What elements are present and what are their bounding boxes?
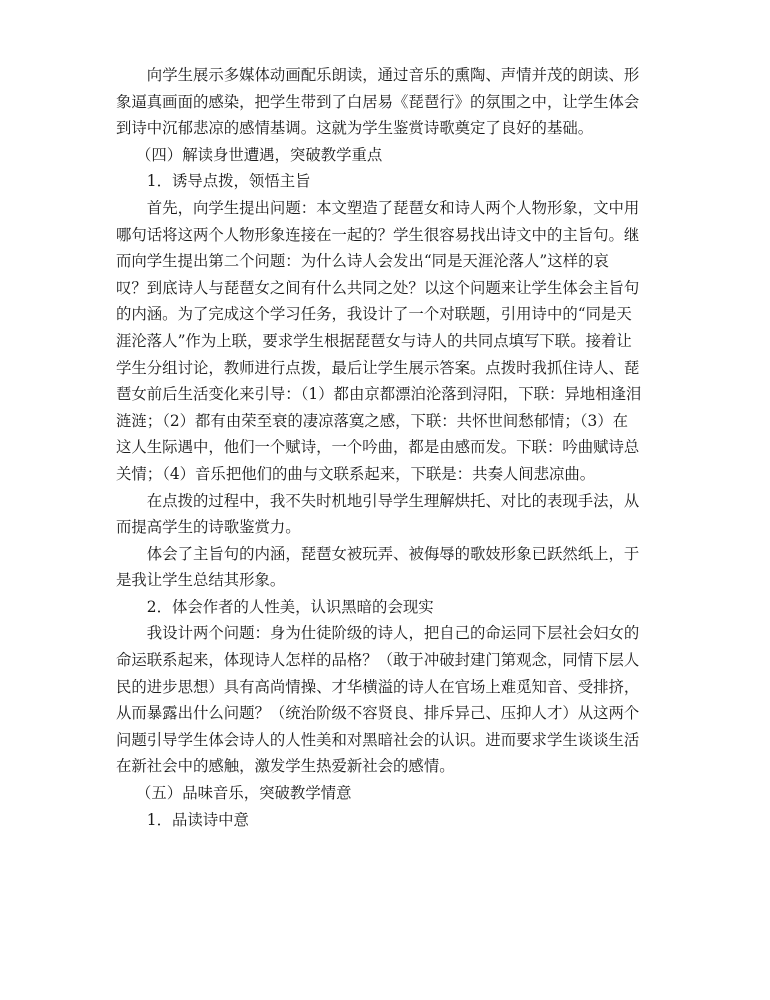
subsection-heading: 1．品读诗中意 (146, 810, 249, 829)
text-line: 到诗中沉郁悲凉的感情基调。这就为学生鉴赏诗歌奠定了良好的基础。 (116, 119, 594, 138)
text-line: 体会了主旨句的内涵，琵琶女被玩弄、被侮辱的歌妓形象已跃然纸上，于 (146, 544, 640, 563)
paragraph (116, 62, 656, 142)
text-line: 在新社会中的感触，激发学生热爱新社会的感情。 (116, 757, 455, 776)
paragraph (116, 195, 656, 488)
text-line: 是我让学生总结其形象。 (116, 571, 286, 590)
text-line: 向学生展示多媒体动画配乐朗读，通过音乐的熏陶、声情并茂的朗读、形 (146, 66, 640, 84)
text-line: 叹？到底诗人与琵琶女之间有什么共同之处？以这个问题来让学生体会主旨句 (116, 278, 640, 297)
text-line: 关情；（4）音乐把他们的曲与文联系起来，下联是：共奏人间悲凉曲。 (116, 464, 596, 483)
subsection-heading: 1．诱导点拨，领悟主旨 (146, 172, 311, 191)
text-line: 在点拨的过程中，我不失时机地引导学生理解烘托、对比的表现手法，从 (146, 491, 640, 510)
text-line: 涟涟；（2）都有由荣至衰的凄凉落寞之感，下联：共怀世间愁郁情；（3）在 (116, 411, 629, 430)
text-line: 哪句话将这两个人物形象连接在一起的？学生很容易找出诗文中的主旨句。继 (116, 225, 640, 244)
text-line: 而向学生提出第二个问题：为什么诗人会发出“同是天涯沦落人”这样的哀 (116, 252, 609, 271)
section-heading: （四）解读身世遭遇，突破教学重点 (136, 145, 383, 164)
text-line: 我设计两个问题：身为仕徒阶级的诗人，把自己的命运同下层社会妇女的 (146, 624, 640, 643)
text-line: 民的进步思想）具有高尚情操、才华横溢的诗人在官场上难觅知音、受排挤， (116, 677, 640, 696)
paragraph (116, 488, 656, 541)
text-line: 学生分组讨论，教师进行点拨，最后让学生展示答案。点拨时我抓住诗人、琵 (116, 358, 640, 377)
text-line: 而提高学生的诗歌鉴赏力。 (116, 518, 301, 537)
text-line: 的内涵。为了完成这个学习任务，我设计了一个对联题，引用诗中的“同是天 (116, 305, 632, 324)
text-line: 命运联系起来，体现诗人怎样的品格？（敢于冲破封建门第观念，同情下层人 (116, 651, 640, 670)
text-line: 问题引导学生体会诗人的人性美和对黑暗社会的认识。进而要求学生谈谈生活 (116, 730, 640, 749)
section-heading: （五）品味音乐，突破教学情意 (136, 784, 352, 803)
paragraph (116, 541, 656, 594)
text-line: 从而暴露出什么问题？（统治阶级不容贤良、排斥异己、压抑人才）从这两个 (116, 704, 640, 723)
text-line: 琶女前后生活变化来引导：（1）都由京都漂泊沦落到浔阳，下联：异地相逢泪 (116, 385, 642, 404)
document-body (116, 62, 656, 833)
text-line: 首先，向学生提出问题：本文塑造了琵琶女和诗人两个人物形象，文中用 (146, 198, 640, 217)
text-line: 涯沦落人”作为上联，要求学生根据琵琶女与诗人的共同点填写下联。接着让 (116, 331, 632, 350)
subsection-heading: 2．体会作者的人性美，认识黑暗的会现实 (146, 597, 434, 616)
text-line: 象逼真画面的感染，把学生带到了白居易《琵琶行》的氛围之中，让学生体会 (116, 92, 640, 111)
text-line: 这人生际遇中，他们一个赋诗，一个吟曲，都是由感而发。下联：吟曲赋诗总 (116, 438, 640, 457)
paragraph (116, 620, 656, 780)
